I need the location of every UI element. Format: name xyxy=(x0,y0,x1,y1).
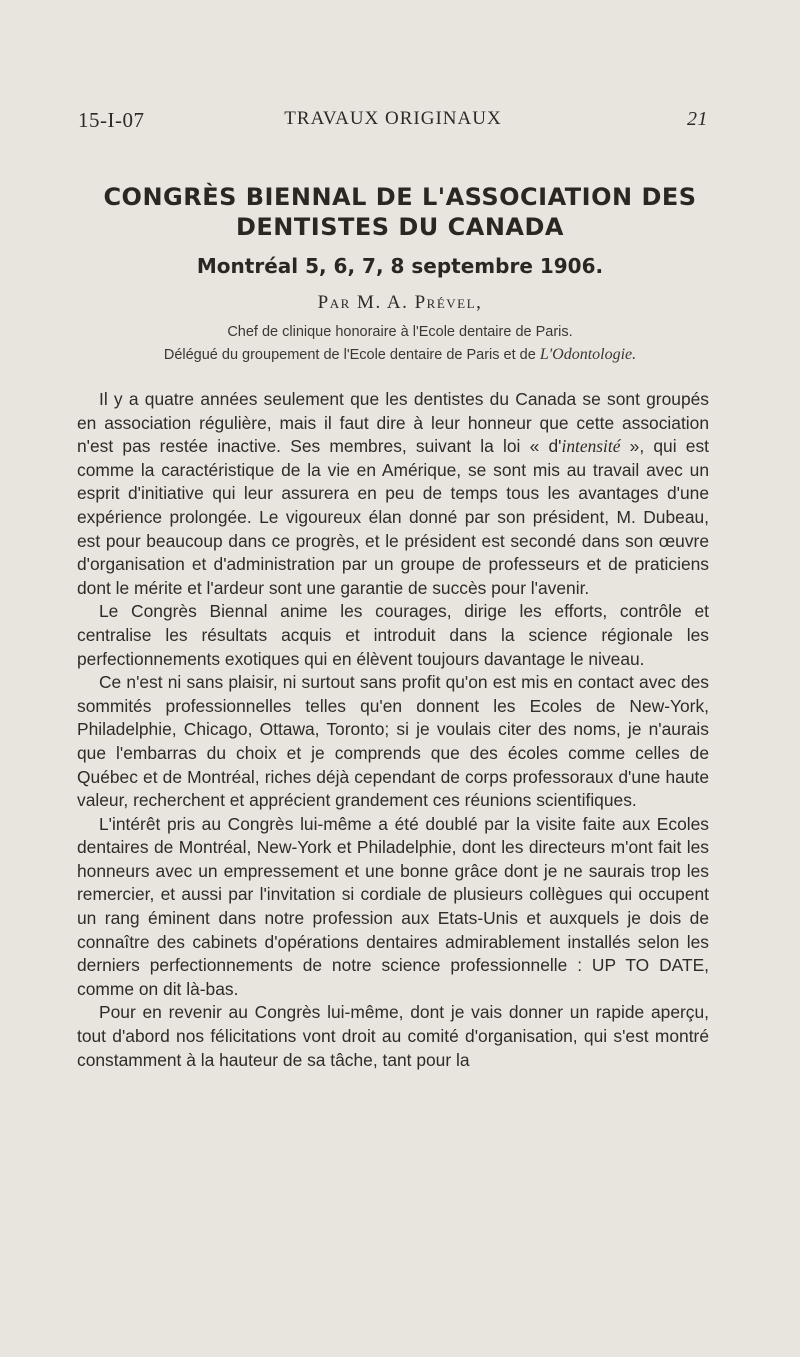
paragraph-4: L'intérêt pris au Congrès lui-même a été doublé par la visite faite aux Ecoles dentaires de Montréal, New-York et Philadelphie, dont les directeurs m'ont fait les honneurs avec un empressement et une bonne grâce dont je ne saurais trop les remercier, et aussi par l'invitation si cordiale de plusieurs collègues qui occupent un rang éminent dans notre profession aux Etats-Unis et auxquels je dois de connaître des cabinets d'opérations dentaires admirablement installés selon les derniers perfectionnements de notre science professionnelle : UP TO DATE, comme on dit là-bas. xyxy=(77,813,709,999)
paragraph-5: Pour en revenir au Congrès lui-même, dont je vais donner un rapide aperçu, tout d'abord nos félicitations vont droit au comité d'organisation, qui s'est montré constamment à la hauteur de sa tâche, tant pour la xyxy=(77,1002,709,1070)
paragraph-1-italic: intensité xyxy=(561,436,621,457)
paragraph-1-part-b: », qui est comme la caractéristique de la vie en Amérique, se sont mis au travail avec un esprit d'initiative qui leur assurera en peu de temps tous les avantages d'une expérience prolongée. Le vigoureux élan donné par son président, M. Dubeau, est pour beaucoup dans ce progrès, et le président est secondé dans son œuvre d'organisation et d'administration par un groupe de professeurs et de praticiens dont le mérite et l'ardeur sont une garantie de succès pour l'avenir. xyxy=(77,436,709,598)
paragraph-3: Ce n'est ni sans plaisir, ni surtout sans profit qu'on est mis en contact avec des sommités professionnelles telles qu'en donnent les Ecoles de New-York, Philadelphie, Chicago, Ottawa, Toronto; si je voulais citer des noms, je n'aurais que l'embarras du choix et je comprends que des écoles comme celles de Québec et de Montréal, riches déjà cependant de corps professoraux d'une haute valeur, recherchent et apprécient grandement ces réunions scientifiques. xyxy=(77,672,709,811)
article-subtitle: Montréal 5, 6, 7, 8 septembre 1906. xyxy=(196,254,604,278)
paragraph-1 xyxy=(77,388,709,600)
article-title-line-1: CONGRÈS BIENNAL DE L'ASSOCIATION DES xyxy=(103,183,697,211)
paragraph-2: Le Congrès Biennal anime les courages, dirige les efforts, contrôle et centralise les résultats acquis et introduit dans la science régionale les perfectionnements exotiques qui en élèvent toujours davantage le niveau. xyxy=(77,601,709,669)
issue-date: 15-I-07 xyxy=(78,108,145,132)
journal-name: L'Odontologie. xyxy=(539,346,637,363)
running-head xyxy=(78,108,708,138)
author-affiliation-1: Chef de clinique honoraire à l'Ecole dentaire de Paris. xyxy=(227,324,573,340)
author-affiliation-2 xyxy=(60,346,740,364)
article-title-line-2: DENTISTES DU CANADA xyxy=(235,213,564,241)
article-author: Par M. A. Prével, xyxy=(317,292,483,313)
paragraph-1-part-a: Il y a quatre années seulement que les dentistes du Canada se sont groupés en association régulière, mais il faut dire à leur honneur que cette association n'est pas restée inactive. Ses membres, suivant la loi « d' xyxy=(77,389,709,457)
affiliation-2-text: Délégué du groupement de l'Ecole dentaire de Paris et de xyxy=(163,347,540,363)
article-body xyxy=(77,388,709,1072)
page-number: 21 xyxy=(687,108,708,130)
section-title: TRAVAUX ORIGINAUX xyxy=(284,108,502,129)
article-title xyxy=(60,182,740,242)
